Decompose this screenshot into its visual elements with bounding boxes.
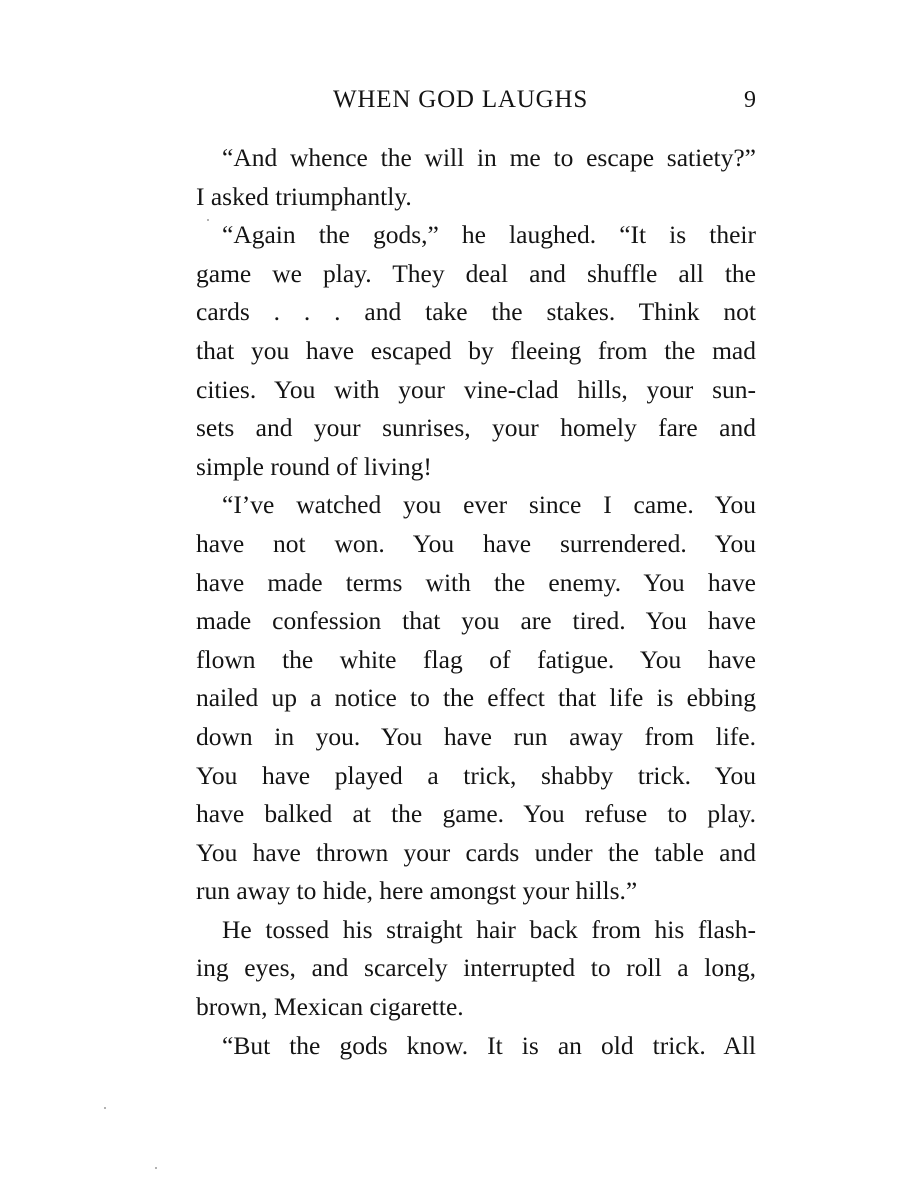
text-line: down in you. You have run away from life. bbox=[196, 721, 756, 751]
text-line: You have played a trick, shabby trick. You bbox=[196, 760, 756, 790]
text-line: brown, Mexican cigarette. bbox=[196, 992, 464, 1022]
paper-speck bbox=[104, 1107, 106, 1109]
body-text bbox=[196, 139, 756, 1065]
text-line: simple round of living! bbox=[196, 451, 432, 481]
text-line: sets and your sunrises, your homely fare and bbox=[196, 413, 756, 443]
text-line: He tossed his straight hair back from his flash- bbox=[222, 914, 756, 944]
running-head bbox=[196, 86, 756, 122]
text-line: flown the white flag of fatigue. You have bbox=[196, 644, 756, 674]
text-line: have balked at the game. You refuse to play. bbox=[196, 799, 756, 829]
text-line: “I’ve watched you ever since I came. You bbox=[222, 490, 756, 520]
text-line: that you have escaped by fleeing from the mad bbox=[196, 335, 756, 365]
running-head-title: WHEN GOD LAUGHS bbox=[333, 86, 589, 113]
text-line: game we play. They deal and shuffle all the bbox=[196, 258, 756, 288]
text-line: nailed up a notice to the effect that life is ebbing bbox=[196, 683, 756, 713]
text-line: ing eyes, and scarcely interrupted to roll a long, bbox=[196, 953, 756, 983]
text-line: have made terms with the enemy. You have bbox=[196, 567, 756, 597]
paper-speck bbox=[207, 219, 209, 221]
text-line: “And whence the will in me to escape satiety?” bbox=[222, 143, 756, 172]
text-line: made confession that you are tired. You have bbox=[196, 606, 756, 636]
page-number: 9 bbox=[744, 87, 756, 113]
text-line: cities. You with your vine-clad hills, your sun- bbox=[196, 374, 756, 404]
text-line: “But the gods know. It is an old trick. All bbox=[222, 1030, 756, 1060]
text-line: “Again the gods,” he laughed. “It is their bbox=[222, 220, 756, 250]
text-line: cards . . . and take the stakes. Think not bbox=[196, 297, 756, 327]
text-line: run away to hide, here amongst your hills.” bbox=[196, 876, 638, 906]
text-line: I asked triumphantly. bbox=[196, 181, 412, 211]
paper-speck bbox=[155, 1167, 157, 1169]
text-line: have not won. You have surrendered. You bbox=[196, 528, 756, 558]
text-line: You have thrown your cards under the table and bbox=[196, 837, 756, 867]
